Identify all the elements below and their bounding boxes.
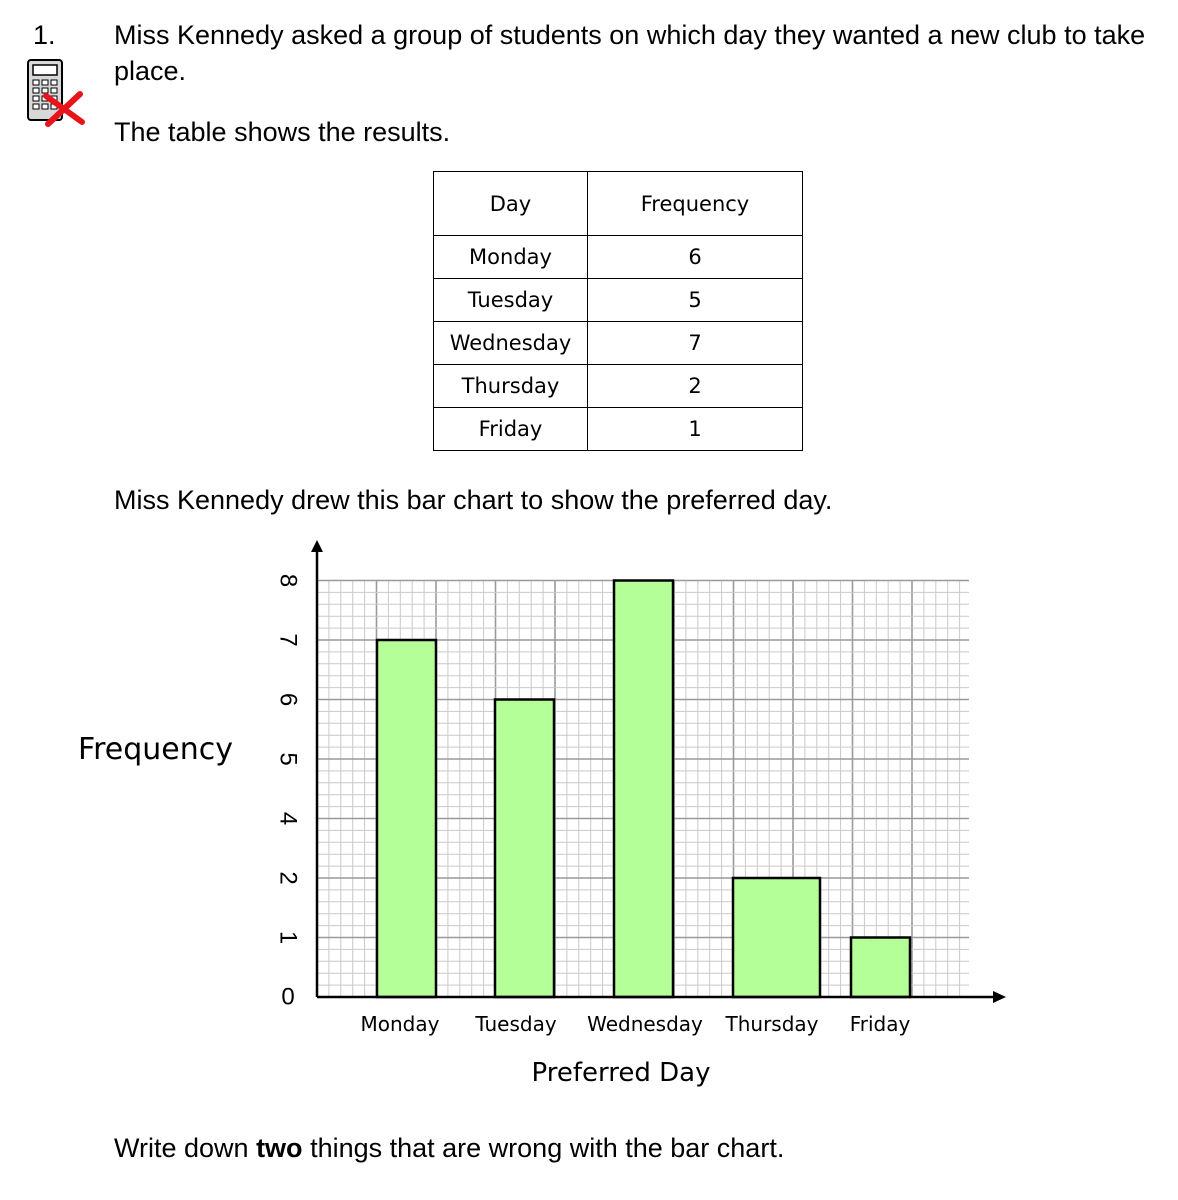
y-axis-arrow <box>311 540 323 552</box>
frequency-table <box>433 171 803 451</box>
table-row <box>434 236 803 279</box>
calculator-not-allowed-icon <box>24 58 88 128</box>
table-row <box>434 279 803 322</box>
final-suffix: things that are wrong with the bar chart. <box>302 1133 785 1163</box>
x-tick-label: Wednesday <box>587 1012 703 1036</box>
table-cell-frequency: 6 <box>588 236 803 279</box>
chart-bars <box>377 581 910 998</box>
chart-intro: Miss Kennedy drew this bar chart to show the preferred day. <box>114 485 833 515</box>
x-tick-label: Tuesday <box>475 1012 557 1036</box>
final-instruction <box>114 1133 784 1164</box>
bar-monday <box>377 640 436 997</box>
x-tick-labels <box>361 1012 911 1036</box>
bar-tuesday <box>495 700 554 998</box>
y-tick-label: 5 <box>274 752 302 766</box>
x-axis-label: Preferred Day <box>531 1058 711 1088</box>
table-cell-frequency: 1 <box>588 408 803 451</box>
bar-friday <box>851 938 910 998</box>
y-tick-label: 1 <box>274 930 302 945</box>
table-row <box>434 322 803 365</box>
table-cell-day: Wednesday <box>434 322 588 365</box>
question-number: 1. <box>33 20 56 50</box>
y-tick-label: 7 <box>274 633 302 647</box>
x-tick-label: Monday <box>360 1012 440 1036</box>
table-cell-day: Monday <box>434 236 588 279</box>
table-cell-frequency: 7 <box>588 322 803 365</box>
y-tick-label: 6 <box>274 692 302 707</box>
bar-thursday <box>733 878 820 997</box>
x-tick-label: Friday <box>849 1012 911 1036</box>
table-header-frequency: Frequency <box>588 172 803 236</box>
table-cell-frequency: 2 <box>588 365 803 408</box>
final-prefix: Write down <box>114 1133 257 1163</box>
y-tick-label: 8 <box>274 573 302 588</box>
bar-chart <box>0 530 1178 1100</box>
final-bold: two <box>256 1133 303 1163</box>
table-row <box>434 408 803 451</box>
table-row <box>434 365 803 408</box>
y-tick-label: 2 <box>274 871 302 885</box>
x-tick-label: Thursday <box>725 1012 819 1036</box>
table-cell-day: Friday <box>434 408 588 451</box>
bar-wednesday <box>614 581 673 998</box>
table-cell-frequency: 5 <box>588 279 803 322</box>
y-tick-labels <box>275 574 302 1011</box>
table-intro: The table shows the results. <box>114 117 451 147</box>
y-tick-label: 4 <box>274 811 302 826</box>
table-cell-day: Thursday <box>434 365 588 408</box>
y-axis-label: Frequency <box>78 732 233 767</box>
table-cell-day: Tuesday <box>434 279 588 322</box>
y-tick-label: 0 <box>281 983 295 1011</box>
x-axis-arrow <box>993 991 1006 1003</box>
table-header-day: Day <box>434 172 588 236</box>
question-text: Miss Kennedy asked a group of students on which day they wanted a new club to take place. <box>114 20 1146 86</box>
